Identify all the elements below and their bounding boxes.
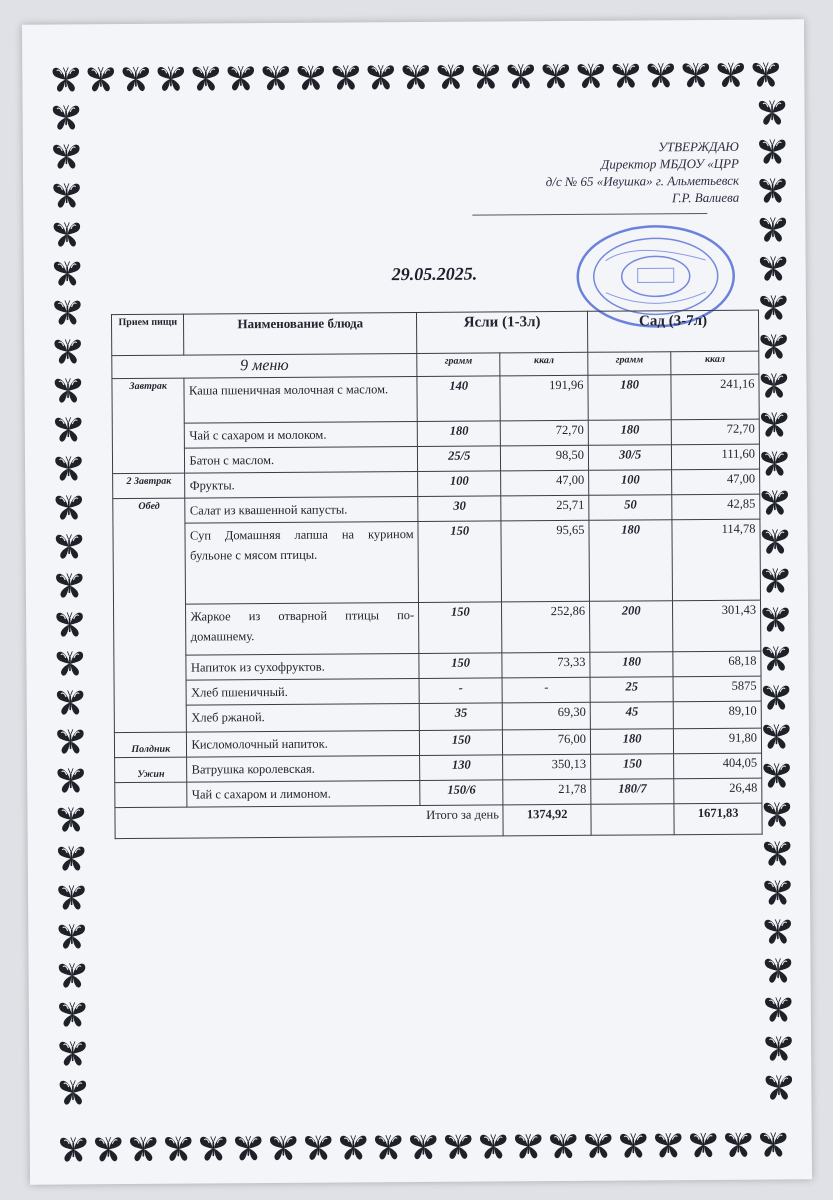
approval-signer: Г.Р. Валиева (671, 189, 740, 206)
header-meal: Прием пищи (111, 314, 184, 356)
garden-kcal: 111,60 (672, 444, 760, 470)
butterfly-icon (162, 1132, 195, 1165)
garden-gram: 180 (589, 520, 673, 602)
butterfly-icon (55, 919, 88, 952)
meal-lunch: Обед (113, 498, 187, 733)
butterfly-icon (760, 797, 793, 830)
butterfly-icon (582, 1129, 615, 1162)
nursery-kcal: 191,96 (500, 375, 588, 421)
dish-name: Чай с сахаром и лимоном. (187, 780, 420, 807)
butterfly-icon (84, 62, 117, 95)
garden-kcal: 241,16 (671, 374, 759, 420)
butterfly-icon (574, 59, 607, 92)
nursery-gram: 35 (419, 703, 502, 731)
garden-gram: 30/5 (588, 445, 671, 471)
nursery-gram: 150/6 (420, 780, 503, 806)
butterfly-icon (55, 880, 88, 913)
total-row (115, 803, 762, 839)
nursery-kcal: 72,70 (501, 420, 589, 446)
butterfly-icon (57, 1132, 90, 1165)
butterfly-icon (756, 212, 789, 245)
butterfly-icon (687, 1128, 720, 1161)
nursery-kcal: 76,00 (503, 729, 591, 755)
butterfly-icon (56, 1075, 89, 1108)
nursery-kcal: 25,71 (501, 495, 589, 521)
butterfly-icon (53, 568, 86, 601)
menu-date: 29.05.2025. (391, 263, 478, 285)
nursery-kcal: 98,50 (501, 445, 589, 471)
nursery-gram: 130 (420, 755, 503, 781)
border-top (49, 57, 782, 95)
butterfly-icon (761, 836, 794, 869)
table-row (112, 374, 759, 424)
butterfly-icon (756, 134, 789, 167)
table-row (113, 519, 761, 605)
butterfly-icon (224, 61, 257, 94)
header-dish: Наименование блюда (184, 312, 417, 355)
meal-dinner: Ужин (115, 757, 188, 783)
total-blank (591, 804, 675, 836)
dish-name: Ватрушка королевская. (187, 755, 420, 782)
nursery-kcal: 47,00 (501, 470, 589, 496)
unit-gram-garden: грамм (588, 352, 671, 376)
butterfly-icon (54, 802, 87, 835)
garden-gram: 45 (590, 702, 673, 730)
butterfly-icon (259, 61, 292, 94)
header-nursery: Ясли (1-3л) (417, 311, 588, 353)
butterfly-icon (617, 1128, 650, 1161)
border-left (49, 100, 89, 1108)
nursery-gram: 25/5 (418, 446, 501, 472)
butterfly-icon (407, 1130, 440, 1163)
unit-gram-nursery: грамм (417, 353, 500, 377)
butterfly-icon (49, 100, 82, 133)
butterfly-icon (759, 641, 792, 674)
garden-kcal: 114,78 (672, 519, 760, 601)
butterfly-icon (609, 58, 642, 91)
butterfly-icon (539, 59, 572, 92)
garden-gram: 50 (589, 495, 672, 521)
garden-gram: 150 (591, 754, 674, 780)
butterfly-icon (758, 524, 791, 557)
unit-kcal-garden: ккал (671, 351, 759, 375)
butterfly-icon (51, 334, 84, 367)
butterfly-icon (762, 992, 795, 1025)
butterfly-icon (757, 329, 790, 362)
butterfly-icon (51, 295, 84, 328)
butterfly-icon (127, 1132, 160, 1165)
border-right (755, 95, 795, 1103)
butterfly-icon (757, 368, 790, 401)
dish-name: Фрукты. (185, 471, 418, 498)
butterfly-icon (51, 373, 84, 406)
butterfly-icon (50, 178, 83, 211)
butterfly-icon (51, 256, 84, 289)
butterfly-icon (56, 1036, 89, 1069)
meal-breakfast2: 2 Завтрак (113, 473, 186, 499)
meal-snack: Полдник (114, 732, 187, 758)
butterfly-icon (762, 1070, 795, 1103)
butterfly-icon (54, 763, 87, 796)
butterfly-icon (50, 217, 83, 250)
butterfly-icon (755, 95, 788, 128)
total-garden: 1671,83 (674, 803, 762, 835)
nursery-gram: 30 (418, 496, 501, 522)
nursery-kcal: 95,65 (501, 520, 589, 602)
garden-gram: 100 (589, 470, 672, 496)
nursery-gram: - (419, 678, 502, 704)
meal-empty (115, 782, 188, 808)
butterfly-icon (504, 59, 537, 92)
menu-sheet (22, 19, 812, 1184)
unit-kcal-nursery: ккал (500, 352, 588, 376)
dish-name: Суп Домашняя лапша на курином бульоне с мясом птицы. (185, 521, 418, 604)
butterfly-icon (54, 685, 87, 718)
garden-gram: 180 (588, 375, 672, 421)
garden-kcal: 47,00 (672, 469, 760, 495)
butterfly-icon (759, 602, 792, 635)
garden-kcal: 89,10 (674, 701, 762, 729)
butterfly-icon (759, 563, 792, 596)
meal-breakfast: Завтрак (112, 378, 185, 474)
garden-kcal: 26,48 (674, 778, 762, 804)
butterfly-icon (53, 646, 86, 679)
butterfly-icon (52, 529, 85, 562)
nursery-gram: 150 (419, 602, 503, 654)
garden-gram: 25 (590, 677, 673, 703)
approval-block (419, 138, 739, 208)
garden-gram: 200 (590, 601, 674, 653)
dish-name: Хлеб ржаной. (187, 703, 420, 732)
butterfly-icon (154, 62, 187, 95)
butterfly-icon (512, 1129, 545, 1162)
butterfly-icon (52, 412, 85, 445)
butterfly-icon (722, 1128, 755, 1161)
butterfly-icon (55, 958, 88, 991)
butterfly-icon (56, 997, 89, 1030)
butterfly-icon (749, 57, 782, 90)
signature-line (472, 213, 707, 216)
garden-kcal: 91,80 (674, 728, 762, 754)
garden-gram: 180 (590, 729, 673, 755)
butterfly-icon (652, 1128, 685, 1161)
butterfly-icon (434, 60, 467, 93)
approval-title: УТВЕРЖДАЮ (658, 138, 739, 155)
butterfly-icon (757, 290, 790, 323)
butterfly-icon (758, 407, 791, 440)
butterfly-icon (762, 1031, 795, 1064)
table-row (114, 600, 761, 656)
nursery-gram: 180 (417, 421, 500, 447)
butterfly-icon (644, 58, 677, 91)
menu-table (111, 310, 763, 840)
garden-kcal: 42,85 (672, 494, 760, 520)
approval-org: д/с № 65 «Ивушка» г. Альметьевск (545, 172, 740, 190)
garden-kcal: 72,70 (672, 419, 760, 445)
butterfly-icon (364, 60, 397, 93)
butterfly-icon (761, 953, 794, 986)
butterfly-icon (119, 62, 152, 95)
nursery-kcal: 73,33 (502, 652, 590, 678)
butterfly-icon (55, 841, 88, 874)
butterfly-icon (761, 914, 794, 947)
garden-kcal: 404,05 (674, 753, 762, 779)
garden-gram: 180/7 (591, 779, 674, 805)
butterfly-icon (53, 607, 86, 640)
butterfly-icon (679, 58, 712, 91)
butterfly-icon (337, 1130, 370, 1163)
butterfly-icon (54, 724, 87, 757)
butterfly-icon (758, 485, 791, 518)
butterfly-icon (197, 1131, 230, 1164)
nursery-gram: 100 (418, 471, 501, 497)
menu-number: 9 меню (112, 353, 417, 378)
garden-kcal: 5875 (673, 676, 761, 702)
butterfly-icon (469, 59, 502, 92)
dish-name: Напиток из сухофруктов. (186, 653, 419, 680)
butterfly-icon (302, 1131, 335, 1164)
butterfly-icon (189, 61, 222, 94)
butterfly-icon (294, 61, 327, 94)
butterfly-icon (757, 1127, 790, 1160)
butterfly-icon (757, 251, 790, 284)
nursery-gram: 150 (419, 653, 502, 679)
butterfly-icon (50, 139, 83, 172)
nursery-kcal: - (502, 677, 590, 703)
butterfly-icon (52, 451, 85, 484)
nursery-gram: 140 (417, 376, 501, 422)
dish-name: Батон с маслом. (185, 446, 418, 473)
total-nursery: 1374,92 (503, 804, 591, 836)
nursery-kcal: 252,86 (502, 601, 590, 653)
butterfly-icon (92, 1132, 125, 1165)
butterfly-icon (547, 1129, 580, 1162)
dish-name: Жаркое из отварной птицы по-домашнему. (186, 602, 419, 655)
garden-gram: 180 (588, 420, 671, 446)
dish-name: Каша пшеничная молочная с маслом. (184, 376, 417, 423)
nursery-kcal: 21,78 (503, 779, 591, 805)
butterfly-icon (477, 1129, 510, 1162)
dish-name: Салат из квашенной капусты. (185, 496, 418, 523)
butterfly-icon (329, 60, 362, 93)
butterfly-icon (232, 1131, 265, 1164)
butterfly-icon (399, 60, 432, 93)
butterfly-icon (52, 490, 85, 523)
dish-name: Кисломолочный напиток. (187, 730, 420, 757)
butterfly-icon (761, 875, 794, 908)
dish-name: Хлеб пшеничный. (187, 678, 420, 705)
header-garden: Сад (3-7л) (587, 310, 758, 352)
butterfly-icon (760, 758, 793, 791)
total-label: Итого за день (115, 805, 504, 839)
garden-gram: 180 (590, 652, 673, 678)
garden-kcal: 68,18 (673, 651, 761, 677)
butterfly-icon (49, 62, 82, 95)
butterfly-icon (267, 1131, 300, 1164)
butterfly-icon (714, 58, 747, 91)
butterfly-icon (760, 680, 793, 713)
header-row (111, 310, 758, 356)
nursery-gram: 150 (418, 521, 502, 603)
garden-kcal: 301,43 (673, 600, 761, 652)
nursery-kcal: 69,30 (503, 702, 591, 730)
butterfly-icon (758, 446, 791, 479)
nursery-gram: 150 (419, 730, 502, 756)
butterfly-icon (372, 1130, 405, 1163)
butterfly-icon (442, 1130, 475, 1163)
dish-name: Чай с сахаром и молоком. (185, 421, 418, 448)
nursery-kcal: 350,13 (503, 754, 591, 780)
butterfly-icon (756, 173, 789, 206)
butterfly-icon (760, 719, 793, 752)
approval-position: Директор МБДОУ «ЦРР (600, 155, 739, 172)
border-bottom (57, 1127, 790, 1165)
